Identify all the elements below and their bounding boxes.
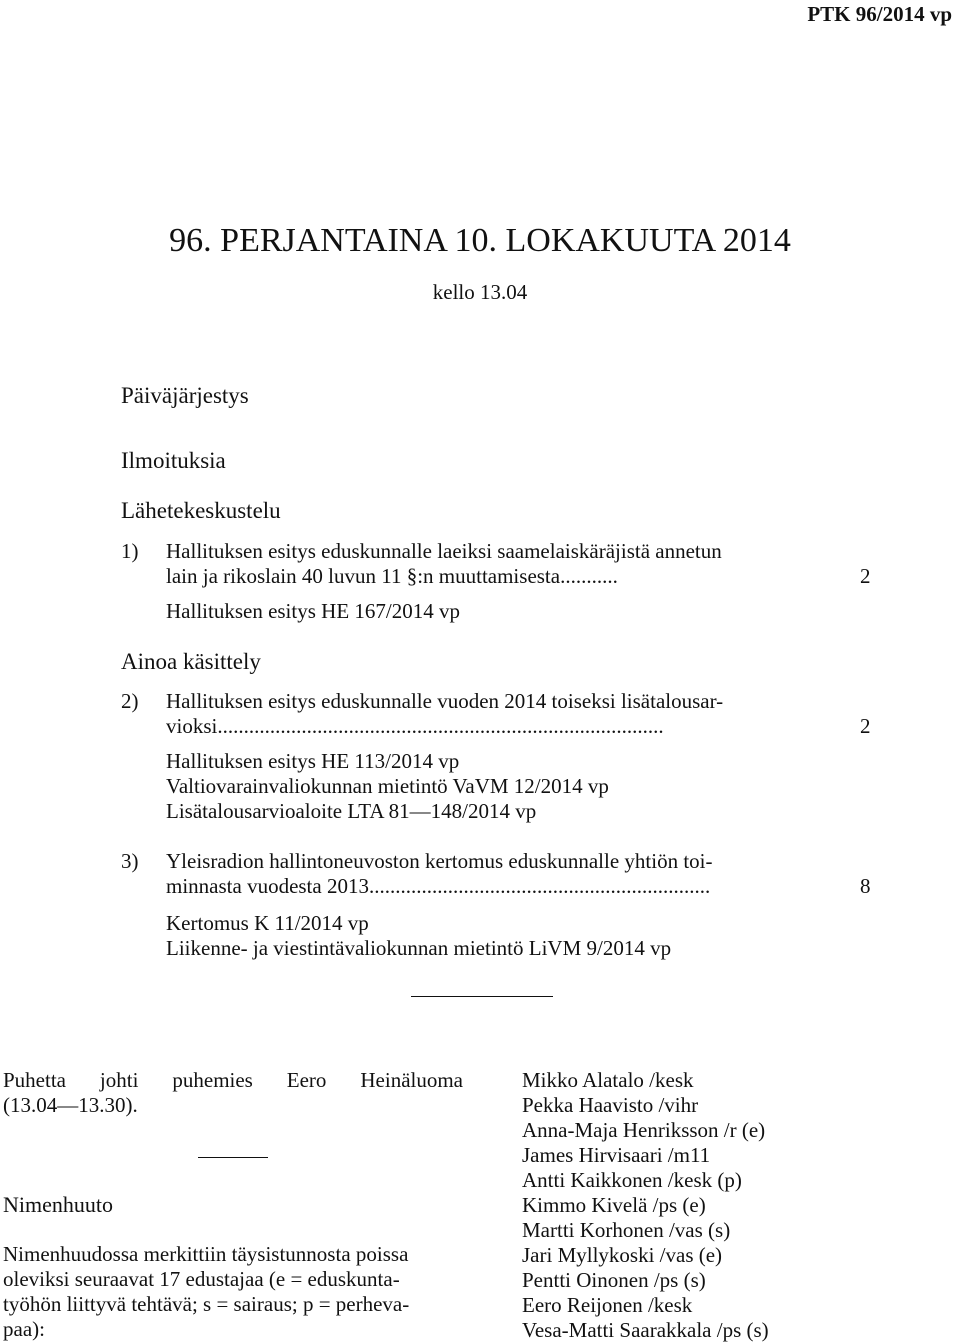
chair-line: Puhetta johti puhemies Eero Heinäluoma (3, 1068, 463, 1092)
absent-member: Antti Kaikkonen /kesk (p) (522, 1168, 742, 1192)
rollcall-text-line: Nimenhuudossa merkittiin täysistunnosta poissa (3, 1242, 409, 1266)
leader-dots: ..................................................................................... (217, 714, 664, 738)
absent-member: Pekka Haavisto /vihr (522, 1093, 699, 1117)
agenda-item-title-cont: minnasta vuodesta 2013................................................................. (166, 874, 711, 898)
agenda-item-reference: Hallituksen esitys HE 113/2014 vp (166, 749, 460, 773)
referral-debate-heading: Lähetekeskustelu (121, 498, 281, 523)
agenda-item-page: 2 (860, 714, 871, 738)
agenda-item-title-cont: vioksi..................................................................................... (166, 714, 664, 738)
rollcall-text-line: paa): (3, 1317, 45, 1341)
agenda-item-title: Yleisradion hallintoneuvoston kertomus eduskunnalle yhtiön toi- (166, 849, 713, 873)
agenda-item-reference: Lisätalousarvioaloite LTA 81—148/2014 vp (166, 799, 537, 823)
section-divider (411, 996, 553, 997)
leader-dots: ........... (560, 564, 618, 588)
rollcall-text-line: oleviksi seuraavat 17 edustajaa (e = eduskunta- (3, 1267, 400, 1291)
agenda-item-number: 3) (121, 849, 139, 873)
agenda-item-page: 2 (860, 564, 871, 588)
agenda-item-reference: Hallituksen esitys HE 167/2014 vp (166, 599, 460, 623)
agenda-item-reference: Kertomus K 11/2014 vp (166, 911, 369, 935)
leader-dots: ................................................................. (368, 874, 711, 898)
agenda-item-number: 1) (121, 539, 139, 563)
absent-member: Kimmo Kivelä /ps (e) (522, 1193, 706, 1217)
absent-member: Vesa-Matti Saarakkala /ps (s) (522, 1318, 769, 1342)
agenda-item-reference: Liikenne- ja viestintävaliokunnan mietintö LiVM 9/2014 vp (166, 936, 672, 960)
absent-member: Jari Myllykoski /vas (e) (522, 1243, 723, 1267)
agenda-item-title-cont: lain ja rikoslain 40 luvun 11 §:n muuttamisesta........... (166, 564, 618, 588)
absent-member: Pentti Oinonen /ps (s) (522, 1268, 706, 1292)
absent-member: Eero Reijonen /kesk (522, 1293, 693, 1317)
agenda-heading: Päiväjärjestys (121, 383, 249, 408)
single-reading-heading: Ainoa käsittely (121, 649, 261, 674)
rollcall-text-line: työhön liittyvä tehtävä; s = sairaus; p = perheva- (3, 1292, 410, 1316)
absent-member: James Hirvisaari /m11 (522, 1143, 711, 1167)
rollcall-heading: Nimenhuuto (3, 1192, 113, 1217)
absent-member: Mikko Alatalo /kesk (522, 1068, 694, 1092)
chair-time: (13.04—13.30). (3, 1093, 138, 1117)
agenda-item-page: 8 (860, 874, 871, 898)
agenda-item-title: Hallituksen esitys eduskunnalle vuoden 2014 toiseksi lisätalousar- (166, 689, 724, 713)
session-time: kello 13.04 (432, 280, 528, 304)
session-title: 96. PERJANTAINA 10. LOKAKUUTA 2014 (169, 222, 791, 259)
agenda-item-reference: Valtiovarainvaliokunnan mietintö VaVM 12/2014 vp (166, 774, 609, 798)
agenda-item-title: Hallituksen esitys eduskunnalle laeiksi saamelaiskäräjistä annetun (166, 539, 722, 563)
agenda-item-number: 2) (121, 689, 139, 713)
column-divider (198, 1157, 268, 1158)
absent-members-list (522, 1068, 769, 1343)
document-id: PTK 96/2014 vp (807, 2, 952, 26)
announcements-heading: Ilmoituksia (121, 448, 226, 473)
absent-member: Martti Korhonen /vas (s) (522, 1218, 731, 1242)
absent-member: Anna-Maja Henriksson /r (e) (522, 1118, 766, 1142)
